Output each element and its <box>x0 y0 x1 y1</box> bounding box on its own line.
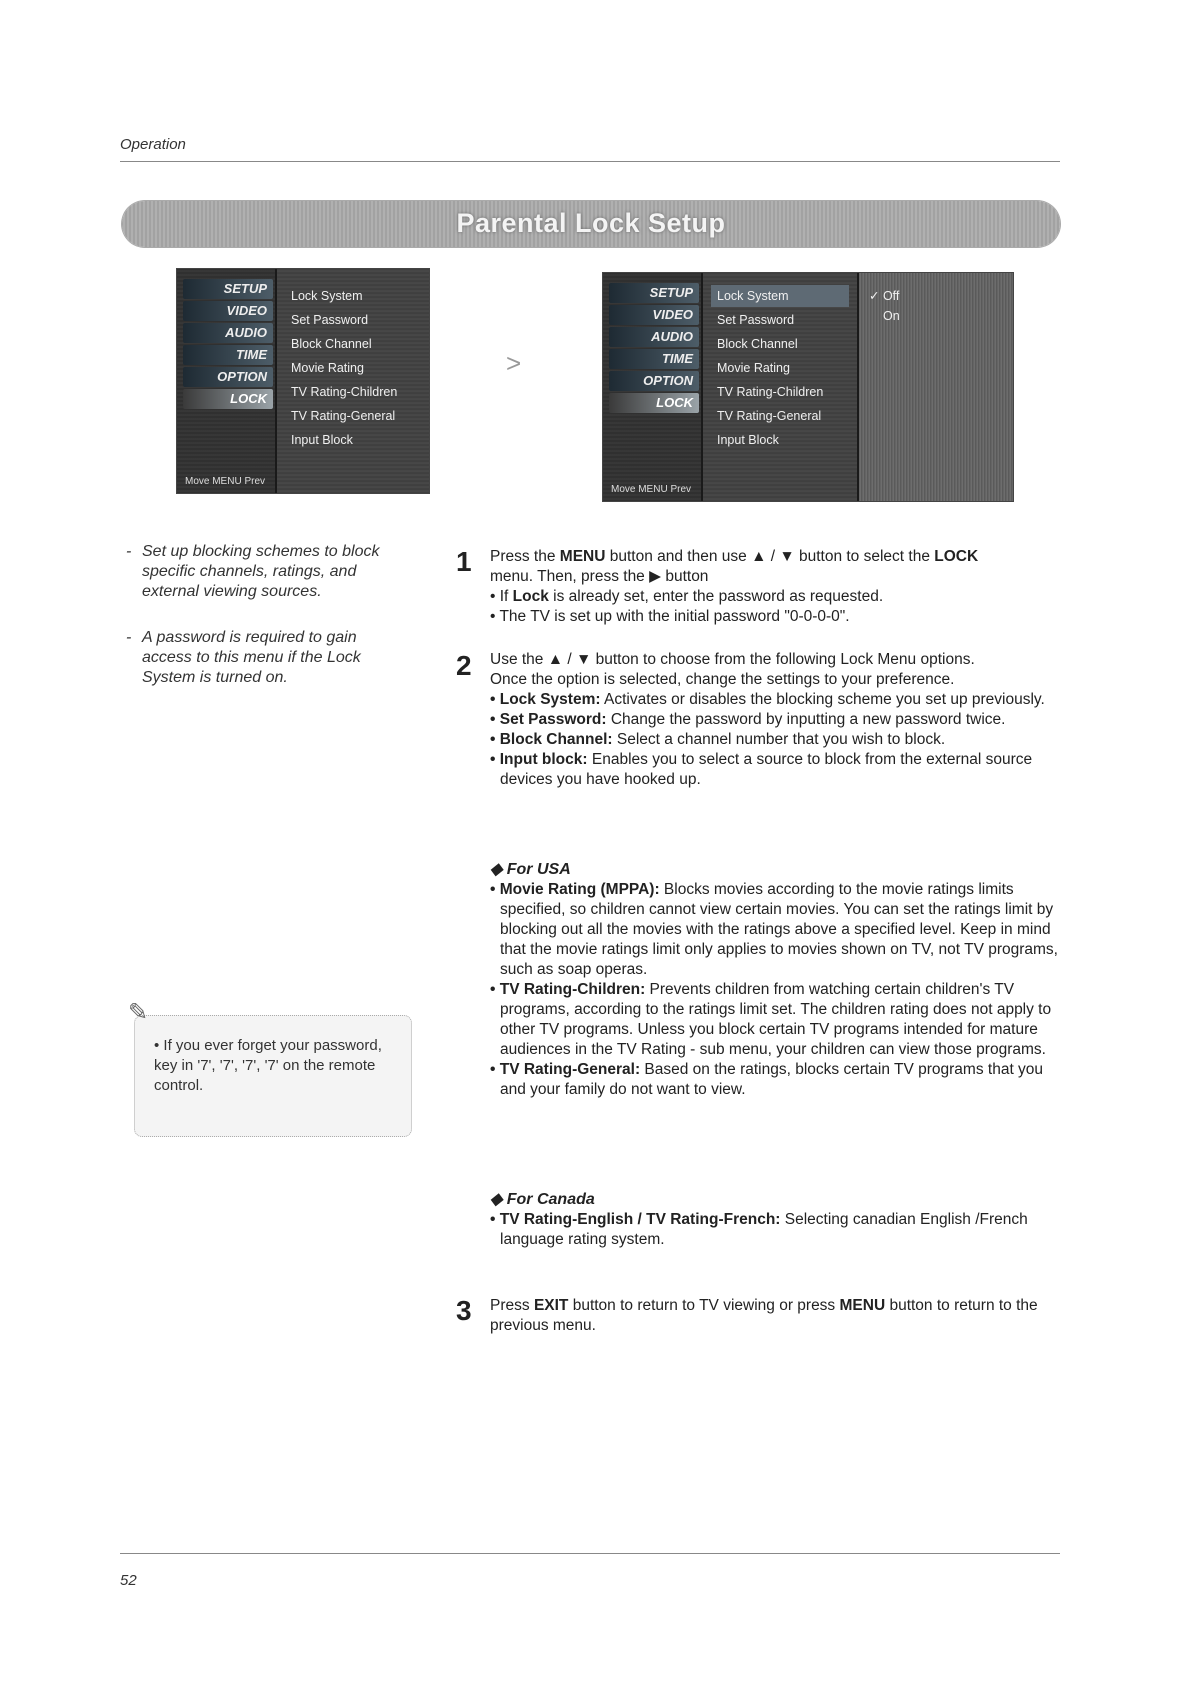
osd-submenu-option: On <box>883 309 900 323</box>
for-usa-section <box>490 860 1060 1100</box>
step-1 <box>490 547 1060 627</box>
step-keyword: • Input block: <box>490 751 588 768</box>
osd-tab-video: VIDEO <box>183 301 273 321</box>
side-note-text: A password is required to gain access to this menu if the Lock System is turned on. <box>142 629 361 686</box>
step-text: Press <box>490 1297 534 1314</box>
memo-icon: ✎ <box>128 999 149 1026</box>
osd-item: Set Password <box>291 313 369 327</box>
step-keyword: MENU <box>839 1297 886 1314</box>
step-keyword: • TV Rating-Children: <box>490 981 646 998</box>
osd-tab-setup: SETUP <box>183 279 273 299</box>
step-text: Enables you to select a source to block from the external source devices you have hooked up. <box>500 751 1033 788</box>
page-number: 52 <box>120 1572 137 1589</box>
osd-item-selected: Lock System <box>711 285 849 307</box>
osd-item: Movie Rating <box>717 361 790 375</box>
osd-item: Set Password <box>717 313 795 327</box>
step-keyword: • Block Channel: <box>490 731 613 748</box>
osd-tab-setup: SETUP <box>609 283 699 303</box>
osd-tab-audio: AUDIO <box>183 323 273 343</box>
osd-item: TV Rating-Children <box>717 385 824 399</box>
osd-footer: Move MENU Prev <box>185 476 266 487</box>
title-banner <box>122 201 1060 247</box>
step-keyword: • Lock System: <box>490 691 601 708</box>
step-keyword: • TV Rating-English / TV Rating-French: <box>490 1211 781 1228</box>
step-text: is already set, enter the password as requested. <box>548 588 884 605</box>
osd-screenshot-submenu <box>602 272 1014 502</box>
osd-menu-panel <box>703 273 857 501</box>
step-keyword: EXIT <box>533 1297 569 1314</box>
step-number: 2 <box>456 650 472 681</box>
osd-item: Input Block <box>291 433 353 447</box>
step-text: Select a channel number that you wish to block. <box>612 731 946 748</box>
osd-tab-time: TIME <box>183 345 273 365</box>
subsection-heading: ◆ For Canada <box>490 1191 595 1208</box>
step-2 <box>490 650 1060 790</box>
step-keyword: MENU <box>559 548 606 565</box>
header-rule <box>120 161 1060 162</box>
section-label: Operation <box>120 136 186 153</box>
step-keyword: • TV Rating-General: <box>490 1061 641 1078</box>
side-note: - Set up blocking schemes to block specific channels, ratings, and external viewing sources. <box>126 543 380 600</box>
step-text: Use the ▲ / ▼ button to choose from the following Lock Menu options. <box>490 651 975 668</box>
osd-tab-option: OPTION <box>609 371 699 391</box>
footer-rule <box>120 1553 1060 1554</box>
tip-text: • If you ever forget your password, key in '7', '7', '7', '7' on the remote control. <box>154 1037 382 1094</box>
step-number: 3 <box>456 1295 472 1326</box>
step-text: button to return to TV viewing or press <box>568 1297 840 1314</box>
step-text: • If <box>490 588 513 605</box>
step-keyword: LOCK <box>934 548 979 565</box>
for-canada-section <box>490 1190 1060 1250</box>
transition-arrow-icon: > <box>506 348 522 378</box>
step-text: button to return to the previous menu. <box>490 1297 1038 1334</box>
osd-item: TV Rating-General <box>291 409 396 423</box>
osd-tab-column <box>603 273 701 501</box>
osd-item: TV Rating-General <box>717 409 822 423</box>
osd-tab-lock: LOCK <box>609 393 699 413</box>
side-note-text: Set up blocking schemes to block specific channels, ratings, and external viewing sources. <box>142 543 380 600</box>
osd-submenu-option: ✓ Off <box>869 289 900 303</box>
step-text: Once the option is selected, change the settings to your preference. <box>490 671 955 688</box>
step-text: Activates or disables the blocking scheme you set up previously. <box>600 691 1045 708</box>
osd-item: Block Channel <box>717 337 798 351</box>
step-keyword: • Movie Rating (MPPA): <box>490 881 660 898</box>
osd-item: Lock System <box>291 289 363 303</box>
side-note: - A password is required to gain access to this menu if the Lock System is turned on. <box>126 629 361 686</box>
step-keyword: • Set Password: <box>490 711 607 728</box>
step-text: Blocks movies according to the movie ratings limits specified, so children cannot view certain movies. You can set the ratings limit by blocking out all the movies with the ratings above a specified level. Keep in mind that the movie ratings limit only applies to movies shown on TV, not TV programs, such as soap operas. <box>500 881 1058 978</box>
page-title: Parental Lock Setup <box>456 208 726 238</box>
osd-tab-option: OPTION <box>183 367 273 387</box>
step-number: 1 <box>456 546 472 577</box>
osd-tab-video: VIDEO <box>609 305 699 325</box>
step-text: menu. Then, press the ▶ button <box>490 568 709 585</box>
step-text: • The TV is set up with the initial password "0-0-0-0". <box>490 608 850 625</box>
step-3 <box>490 1296 1060 1336</box>
step-text: Based on the ratings, blocks certain TV programs that you and your family do not want to view. <box>500 1061 1044 1098</box>
osd-tab-lock: LOCK <box>183 389 273 409</box>
step-keyword: Lock <box>512 588 549 605</box>
osd-tab-time: TIME <box>609 349 699 369</box>
subsection-heading: ◆ For USA <box>490 861 571 878</box>
osd-footer: Move MENU Prev <box>611 484 692 495</box>
step-text: Press the <box>490 548 560 565</box>
step-text: button and then use ▲ / ▼ button to select the <box>605 548 935 565</box>
osd-tab-column <box>177 269 275 493</box>
osd-tab-audio: AUDIO <box>609 327 699 347</box>
osd-item: TV Rating-Children <box>291 385 398 399</box>
osd-menu-panel <box>277 269 429 493</box>
step-text: Change the password by inputting a new password twice. <box>606 711 1006 728</box>
osd-submenu <box>859 273 1013 501</box>
step-text: Prevents children from watching certain children's TV programs, according to the ratings limit set. The children rating does not apply to other TV programs. Unless you block certain TV programs intended for mature audiences in the TV Rating - sub menu, your children can view those programs. <box>500 981 1052 1058</box>
osd-item: Block Channel <box>291 337 372 351</box>
osd-screenshot-main <box>176 268 430 494</box>
osd-item: Input Block <box>717 433 779 447</box>
step-text: Selecting canadian English /French language rating system. <box>500 1211 1028 1248</box>
osd-item: Movie Rating <box>291 361 364 375</box>
